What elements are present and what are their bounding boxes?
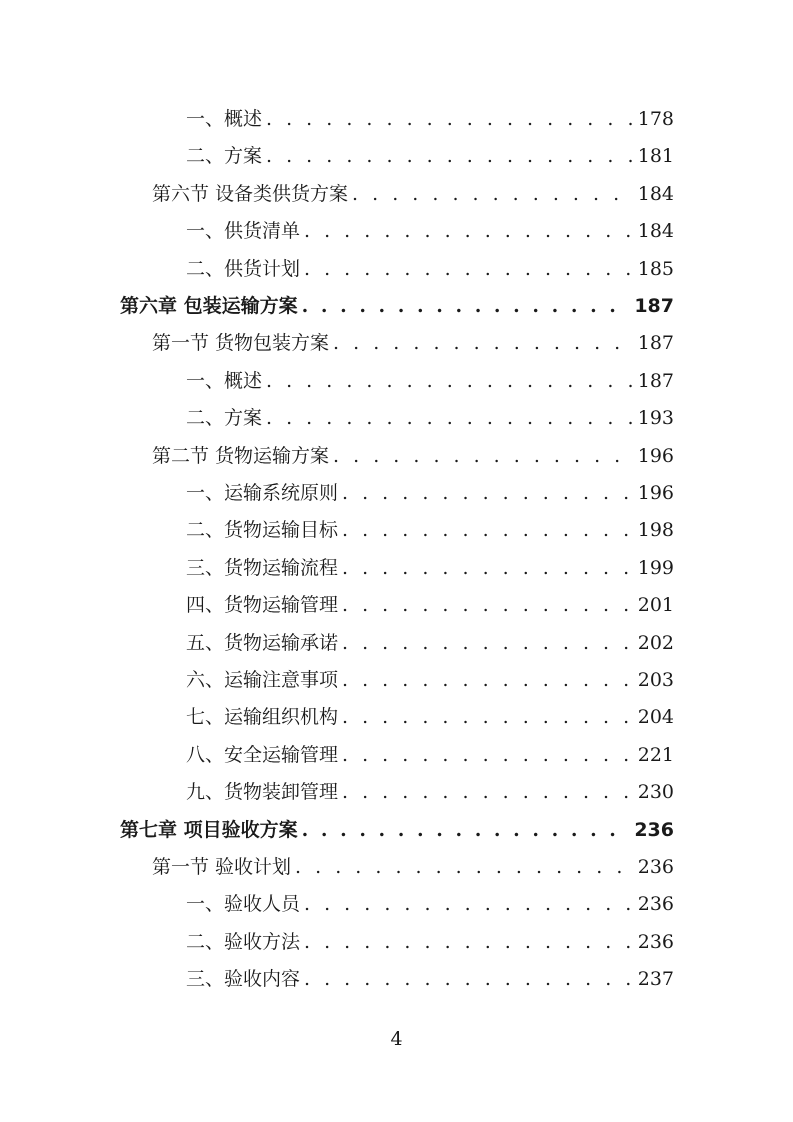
toc-entry-title: 二、方案 bbox=[186, 145, 263, 168]
toc-entry-title: 一、供货清单 bbox=[186, 220, 301, 243]
toc-entry[interactable] bbox=[186, 403, 674, 433]
toc-entry-page: 187 bbox=[637, 369, 674, 392]
toc-entry[interactable] bbox=[186, 141, 674, 171]
toc-leader-dots bbox=[304, 254, 634, 284]
toc-entry[interactable] bbox=[186, 478, 674, 508]
toc-entry-page: 181 bbox=[637, 145, 674, 168]
toc-entry[interactable] bbox=[186, 254, 674, 284]
toc-entry[interactable] bbox=[152, 441, 674, 471]
toc-leader-dots bbox=[304, 216, 634, 246]
toc-leader-dots bbox=[333, 441, 634, 471]
toc-entry-title: 二、验收方法 bbox=[186, 930, 301, 953]
toc-entry-page: 187 bbox=[637, 332, 674, 355]
toc-leader-dots bbox=[352, 179, 634, 209]
toc-entry[interactable] bbox=[186, 889, 674, 919]
toc-leader-dots bbox=[302, 291, 631, 321]
toc-leader-dots bbox=[266, 366, 634, 396]
toc-entry[interactable] bbox=[186, 590, 674, 620]
toc-leader-dots bbox=[342, 553, 634, 583]
toc-entry-title: 二、方案 bbox=[186, 407, 263, 430]
toc-entry-page: 184 bbox=[637, 182, 674, 205]
toc-entry-page: 221 bbox=[637, 743, 674, 766]
toc-entry-title: 三、货物运输流程 bbox=[186, 556, 339, 579]
toc-entry-title: 二、货物运输目标 bbox=[186, 519, 339, 542]
toc-entry-title: 第一节 货物包装方案 bbox=[152, 332, 330, 355]
toc-entry[interactable] bbox=[186, 628, 674, 658]
toc-entry-title: 七、运输组织机构 bbox=[186, 706, 339, 729]
toc-entry-page: 236 bbox=[634, 818, 674, 841]
toc-entry-page: 178 bbox=[637, 108, 674, 130]
toc-entry-page: 236 bbox=[637, 856, 674, 878]
toc-entry[interactable] bbox=[186, 927, 674, 957]
toc-leader-dots bbox=[342, 777, 634, 807]
toc-leader-dots bbox=[342, 515, 634, 545]
toc-entry-title: 八、安全运输管理 bbox=[186, 743, 339, 766]
toc-entry-page: 185 bbox=[637, 257, 674, 280]
toc-entry-page: 204 bbox=[637, 706, 674, 729]
toc-entry[interactable] bbox=[186, 104, 674, 134]
toc-entry-title: 九、货物装卸管理 bbox=[186, 781, 339, 804]
toc-entry-title: 第六章 包装运输方案 bbox=[120, 295, 298, 317]
toc-leader-dots bbox=[304, 927, 634, 957]
toc-entry-page: 184 bbox=[637, 220, 674, 243]
toc-entry-title: 四、货物运输管理 bbox=[186, 594, 339, 617]
toc-entry-page: 203 bbox=[637, 669, 674, 691]
page-number: 4 bbox=[390, 1028, 403, 1050]
toc-leader-dots bbox=[342, 740, 634, 770]
toc-entry[interactable] bbox=[186, 964, 674, 994]
toc-entry[interactable] bbox=[152, 328, 674, 358]
toc-entry-page: 196 bbox=[637, 444, 674, 467]
toc-entry[interactable] bbox=[120, 815, 674, 845]
toc-leader-dots bbox=[295, 852, 634, 882]
toc-entry[interactable] bbox=[186, 777, 674, 807]
toc-entry-title: 第七章 项目验收方案 bbox=[120, 818, 298, 841]
toc-leader-dots bbox=[342, 665, 634, 695]
toc-entry-page: 198 bbox=[637, 519, 674, 542]
toc-leader-dots bbox=[302, 815, 631, 845]
toc-entry[interactable] bbox=[152, 179, 674, 209]
toc-entry-page: 202 bbox=[637, 631, 674, 654]
toc-leader-dots bbox=[266, 403, 634, 433]
toc-entry-page: 201 bbox=[637, 594, 674, 617]
toc-entry-title: 第一节 验收计划 bbox=[152, 856, 292, 878]
toc-entry-title: 一、验收人员 bbox=[186, 893, 301, 916]
toc-entry-title: 六、运输注意事项 bbox=[186, 669, 339, 691]
toc-leader-dots bbox=[333, 328, 634, 358]
toc-entry-page: 187 bbox=[634, 295, 674, 317]
toc-entry[interactable] bbox=[152, 852, 674, 882]
toc-entry[interactable] bbox=[186, 366, 674, 396]
toc-entry-title: 一、概述 bbox=[186, 108, 263, 130]
toc-entry-title: 一、运输系统原则 bbox=[186, 482, 339, 504]
toc-entry-title: 三、验收内容 bbox=[186, 968, 301, 991]
toc-entry-page: 237 bbox=[637, 968, 674, 991]
toc-leader-dots bbox=[342, 628, 634, 658]
toc-entry-page: 236 bbox=[637, 893, 674, 916]
toc-entry-page: 196 bbox=[637, 482, 674, 504]
toc-entry[interactable] bbox=[186, 702, 674, 732]
toc-entry-title: 一、概述 bbox=[186, 369, 263, 392]
toc-leader-dots bbox=[266, 104, 634, 134]
toc-entry-title: 第二节 货物运输方案 bbox=[152, 444, 330, 467]
toc-entry[interactable] bbox=[186, 740, 674, 770]
toc-leader-dots bbox=[342, 702, 634, 732]
toc-entry[interactable] bbox=[120, 291, 674, 321]
toc-leader-dots bbox=[304, 964, 634, 994]
toc-entry-page: 193 bbox=[637, 407, 674, 430]
toc-entry-page: 236 bbox=[637, 930, 674, 953]
toc-entry[interactable] bbox=[186, 216, 674, 246]
toc-leader-dots bbox=[304, 889, 634, 919]
toc-leader-dots bbox=[266, 141, 634, 171]
toc-entry-page: 230 bbox=[637, 781, 674, 804]
toc-entry[interactable] bbox=[186, 515, 674, 545]
toc-entry[interactable] bbox=[186, 553, 674, 583]
toc-entry[interactable] bbox=[186, 665, 674, 695]
toc-entry-title: 五、货物运输承诺 bbox=[186, 631, 339, 654]
toc-leader-dots bbox=[342, 478, 634, 508]
toc-entry-page: 199 bbox=[637, 556, 674, 579]
toc-leader-dots bbox=[342, 590, 634, 620]
toc-entry-title: 二、供货计划 bbox=[186, 257, 301, 280]
toc-entry-title: 第六节 设备类供货方案 bbox=[152, 182, 349, 205]
